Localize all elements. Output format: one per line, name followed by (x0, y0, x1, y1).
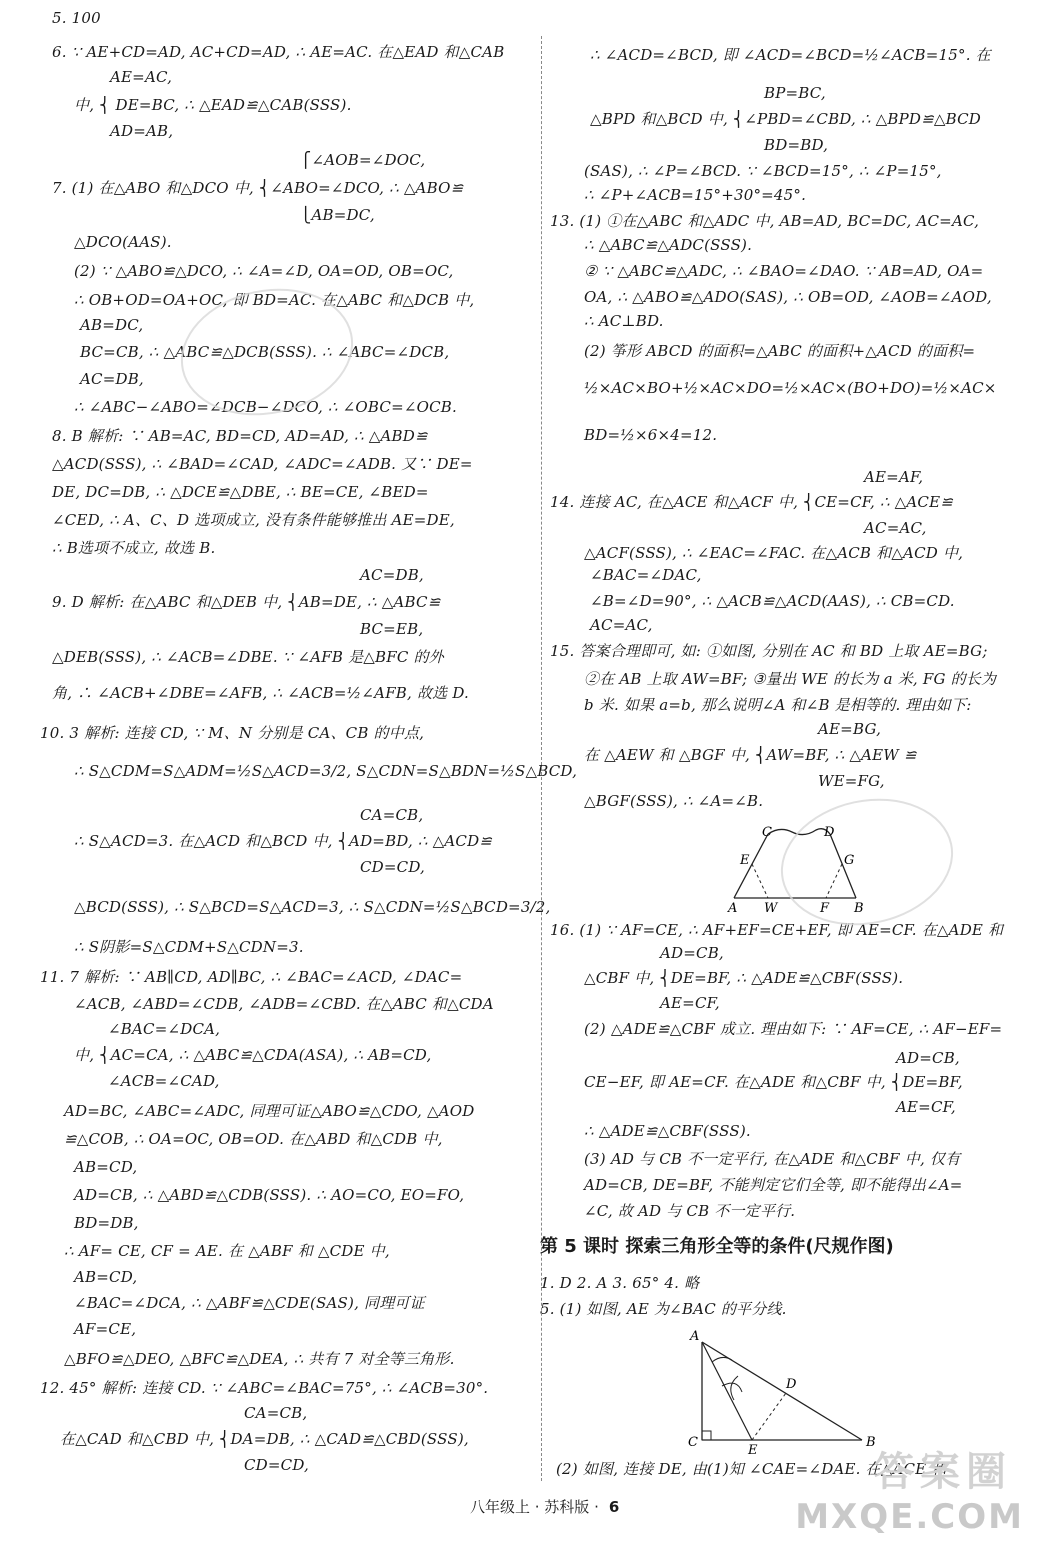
left-line-29: CD=CD, (360, 858, 426, 876)
fig5-label-D: D (786, 1377, 797, 1392)
left-line-19: ∴ B选项不成立, 故选 B. (52, 539, 216, 557)
left-line-3: 中, ⎨ DE=BC, ∴ △EAD≌△CAB(SSS). (74, 96, 352, 114)
right-line-19: ∠B=∠D=90°, ∴ △ACB≌△ACD(AAS), ∴ CB=CD. (590, 592, 955, 610)
fig15-label-A: A (728, 901, 738, 916)
left-line-28: ∴ S△ACD=3. 在△ACD 和△BCD 中, ⎨AD=BD, ∴ △ACD≌ (74, 832, 493, 850)
figure-5-triangle (682, 1328, 882, 1456)
page-number: 6 (608, 1498, 620, 1516)
left-line-50: CD=CD, (244, 1456, 310, 1474)
right-line-25: 在 △AEW 和 △BGF 中, ⎨AW=BF, ∴ △AEW ≌ (584, 746, 917, 764)
right-line-18: ∠BAC=∠DAC, (590, 566, 702, 584)
right-line-27: △BGF(SSS), ∴ ∠A=∠B. (584, 792, 764, 810)
left-line-0: 5. 100 (52, 9, 101, 27)
right-line-30: △CBF 中, ⎨DE=BF, ∴ △ADE≌△CBF(SSS). (584, 969, 904, 987)
right-line-10: ∴ AC⊥BD. (584, 312, 664, 330)
left-line-35: 中, ⎨AC=CA, ∴ △ABC≌△CDA(ASA), ∴ AB=CD, (74, 1046, 432, 1064)
right-line-31: AE=CF, (660, 994, 720, 1012)
left-line-30: △BCD(SSS), ∴ S△BCD=S△ACD=3, ∴ S△CDN=½S△BCD=3/2, (74, 898, 551, 916)
left-line-39: AB=CD, (74, 1158, 138, 1176)
fig15-label-F: F (820, 901, 830, 916)
right-line-12: ½×AC×BO+½×AC×DO=½×AC×(BO+DO)=½×AC× (584, 379, 997, 397)
fig15-label-E: E (740, 853, 750, 868)
fig5-label-C: C (688, 1435, 698, 1450)
left-line-20: AC=DB, (360, 566, 424, 584)
right-line-34: CE−EF, 即 AE=CF. 在△ADE 和△CBF 中, ⎨DE=BF, (584, 1073, 963, 1091)
right-line-20: AC=AC, (590, 616, 653, 634)
left-line-48: CA=CB, (244, 1404, 308, 1422)
left-line-47: 12. 45° 解析: 连接 CD. ∵ ∠ABC=∠BAC=75°, ∴ ∠ACB=30°. (40, 1379, 489, 1397)
right-line-7: ∴ △ABC≌△ADC(SSS). (584, 236, 753, 254)
left-line-43: AB=CD, (74, 1268, 138, 1286)
right-line-14: AE=AF, (864, 468, 924, 486)
left-line-23: △DEB(SSS), ∴ ∠ACB=∠DBE. ∵ ∠AFB 是△BFC 的外 (52, 648, 444, 666)
fig15-label-W: W (764, 901, 778, 916)
right-line-8: ② ∵ △ABC≌△ADC, ∴ ∠BAO=∠DAO. ∵ AB=AD, OA= (584, 262, 984, 280)
left-line-37: AD=BC, ∠ABC=∠ADC, 同理可证△ABO≌△CDO, △AOD (64, 1102, 475, 1120)
right-line-40: 1. D 2. A 3. 65° 4. 略 (540, 1274, 700, 1292)
left-line-5: ⎧∠AOB=∠DOC, (300, 151, 426, 169)
left-line-31: ∴ S阴影=S△CDM+S△CDN=3. (74, 938, 304, 956)
right-line-26: WE=FG, (818, 772, 885, 790)
left-line-9: (2) ∵ △ABO≌△DCO, ∴ ∠A=∠D, OA=OD, OB=OC, (74, 262, 454, 280)
fig15-label-G: G (844, 853, 855, 868)
right-line-37: (3) AD 与 CB 不一定平行, 在△ADE 和△CBF 中, 仅有 (584, 1150, 961, 1168)
left-line-18: ∠CED, ∴ A、C、D 选项成立, 没有条件能够推出 AE=DE, (52, 511, 455, 529)
left-line-44: ∠BAC=∠DCA, ∴ △ABF≌△CDE(SAS), 同理可证 (74, 1294, 425, 1312)
right-line-13: BD=½×6×4=12. (584, 426, 718, 444)
left-line-24: 角, ∴ ∠ACB+∠DBE=∠AFB, ∴ ∠ACB=½∠AFB, 故选 D. (52, 684, 469, 702)
left-line-17: DE, DC=DB, ∴ △DCE≌△DBE, ∴ BE=CE, ∠BED= (52, 483, 429, 501)
left-line-38: ≌△COB, ∴ OA=OC, OB=OD. 在△ABD 和△CDB 中, (64, 1130, 443, 1148)
right-line-2: △BPD 和△BCD 中, ⎨∠PBD=∠CBD, ∴ △BPD≌△BCD (590, 110, 982, 128)
left-line-46: △BFO≌△DEO, △BFC≌△DEA, ∴ 共有 7 对全等三角形. (64, 1350, 455, 1368)
right-line-4: (SAS), ∴ ∠P=∠BCD. ∵ ∠BCD=15°, ∴ ∠P=15°, (584, 162, 942, 180)
fig5-label-B: B (866, 1435, 876, 1450)
right-line-24: AE=BG, (818, 720, 882, 738)
fig5-label-A: A (690, 1329, 700, 1344)
left-line-21: 9. D 解析: 在△ABC 和△DEB 中, ⎨AB=DE, ∴ △ABC≌ (52, 593, 441, 611)
fig15-label-B: B (854, 901, 864, 916)
left-line-33: ∠ACB, ∠ABD=∠CDB, ∠ADB=∠CBD. 在△ABC 和△CDA (74, 995, 494, 1013)
faint-stamp-right (769, 783, 965, 940)
right-line-41: 5. (1) 如图, AE 为∠BAC 的平分线. (540, 1300, 787, 1318)
right-line-9: OA, ∴ △ABO≌△ADO(SAS), ∴ OB=OD, ∠AOB=∠AOD, (584, 288, 992, 306)
watermark-logo: 答案圈 (874, 1449, 1012, 1495)
section-heading: 第 5 课时 探索三角形全等的条件(尺规作图) (540, 1236, 894, 1257)
right-line-5: ∴ ∠P+∠ACB=15°+30°=45°. (584, 186, 807, 204)
left-line-22: BC=EB, (360, 620, 424, 638)
left-line-2: AE=AC, (110, 68, 173, 86)
right-line-36: ∴ △ADE≌△CBF(SSS). (584, 1122, 751, 1140)
right-line-22: ②在 AB 上取 AW=BF; ③量出 WE 的长为 a 米, FG 的长为 (584, 670, 997, 688)
left-line-15: 8. B 解析: ∵ AB=AC, BD=CD, AD=AD, ∴ △ABD≌ (52, 427, 428, 445)
left-line-6: 7. (1) 在△ABO 和△DCO 中, ⎨∠ABO=∠DCO, ∴ △ABO≌ (52, 179, 464, 197)
fig15-label-D: D (824, 825, 835, 840)
right-line-1: BP=BC, (764, 84, 826, 102)
left-line-11: AB=DC, (80, 316, 144, 334)
left-line-27: CA=CB, (360, 806, 424, 824)
left-line-16: △ACD(SSS), ∴ ∠BAD=∠CAD, ∠ADC=∠ADB. 又∵ DE= (52, 455, 473, 473)
column-divider (541, 36, 542, 1481)
left-line-41: BD=DB, (74, 1214, 139, 1232)
right-line-39: ∠C, 故 AD 与 CB 不一定平行. (584, 1202, 796, 1220)
left-line-26: ∴ S△CDM=S△ADM=½S△ACD=3/2, S△CDN=S△BDN=½S△BCD, (74, 762, 578, 780)
right-line-6: 13. (1) ①在△ABC 和△ADC 中, AB=AD, BC=DC, AC=AC, (550, 212, 980, 230)
right-line-16: AC=AC, (864, 519, 927, 537)
left-line-7: ⎩AB=DC, (300, 206, 375, 224)
left-line-12: BC=CB, ∴ △ABC≌△DCB(SSS). ∴ ∠ABC=∠DCB, (80, 343, 450, 361)
fig15-label-C: C (762, 825, 772, 840)
watermark-url: MXQE.COM (795, 1497, 1024, 1537)
page-footer (470, 1500, 619, 1515)
right-line-28: 16. (1) ∵ AF=CE, ∴ AF+EF=CE+EF, 即 AE=CF. 在△ADE 和 (550, 921, 1004, 939)
left-line-4: AD=AB, (110, 122, 174, 140)
left-line-32: 11. 7 解析: ∵ AB∥CD, AD∥BC, ∴ ∠BAC=∠ACD, ∠DAC= (40, 968, 463, 986)
left-line-25: 10. 3 解析: 连接 CD, ∵ M、N 分别是 CA、CB 的中点, (40, 724, 425, 742)
right-line-15: 14. 连接 AC, 在△ACE 和△ACF 中, ⎨CE=CF, ∴ △ACE≌ (550, 493, 954, 511)
footer-label: 八年级上 · 苏科版 · (470, 1498, 599, 1516)
right-line-42: (2) 如图, 连接 DE, 由(1)知 ∠CAE=∠DAE. 在△ACE 和 (556, 1460, 947, 1478)
left-line-45: AF=CE, (74, 1320, 137, 1338)
right-line-21: 15. 答案合理即可, 如: ①如图, 分别在 AC 和 BD 上取 AE=BG; (550, 642, 988, 660)
left-line-14: ∴ ∠ABC−∠ABO=∠DCB−∠DCO, ∴ ∠OBC=∠OCB. (74, 398, 457, 416)
left-line-49: 在△CAD 和△CBD 中, ⎨DA=DB, ∴ △CAD≌△CBD(SSS), (60, 1430, 469, 1448)
left-line-42: ∴ AF= CE, CF = AE. 在 △ABF 和 △CDE 中, (64, 1242, 390, 1260)
right-line-3: BD=BD, (764, 136, 829, 154)
left-line-13: AC=DB, (80, 370, 144, 388)
left-line-10: ∴ OB+OD=OA+OC, 即 BD=AC. 在△ABC 和△DCB 中, (74, 291, 475, 309)
left-line-36: ∠ACB=∠CAD, (108, 1072, 220, 1090)
left-line-34: ∠BAC=∠DCA, (108, 1020, 221, 1038)
right-line-23: b 米. 如果 a=b, 那么说明∠A 和∠B 是相等的. 理由如下: (584, 696, 972, 714)
fig5-label-E: E (748, 1443, 758, 1456)
right-line-17: △ACF(SSS), ∴ ∠EAC=∠FAC. 在△ACB 和△ACD 中, (584, 544, 964, 562)
right-line-33: AD=CB, (896, 1049, 960, 1067)
right-line-29: AD=CB, (660, 944, 724, 962)
right-line-38: AD=CB, DE=BF, 不能判定它们全等, 即不能得出∠A= (584, 1176, 963, 1194)
right-line-35: AE=CF, (896, 1098, 956, 1116)
right-line-32: (2) △ADE≌△CBF 成立. 理由如下: ∵ AF=CE, ∴ AF−EF= (584, 1020, 1003, 1038)
left-line-40: AD=CB, ∴ △ABD≌△CDB(SSS). ∴ AO=CO, EO=FO, (74, 1186, 465, 1204)
right-line-0: ∴ ∠ACD=∠BCD, 即 ∠ACD=∠BCD=½∠ACB=15°. 在 (590, 46, 991, 64)
left-line-1: 6. ∵ AE+CD=AD, AC+CD=AD, ∴ AE=AC. 在△EAD 和△CAB (52, 43, 505, 61)
left-line-8: △DCO(AAS). (74, 233, 172, 251)
right-line-11: (2) 筝形 ABCD 的面积=△ABC 的面积+△ACD 的面积= (584, 342, 976, 360)
